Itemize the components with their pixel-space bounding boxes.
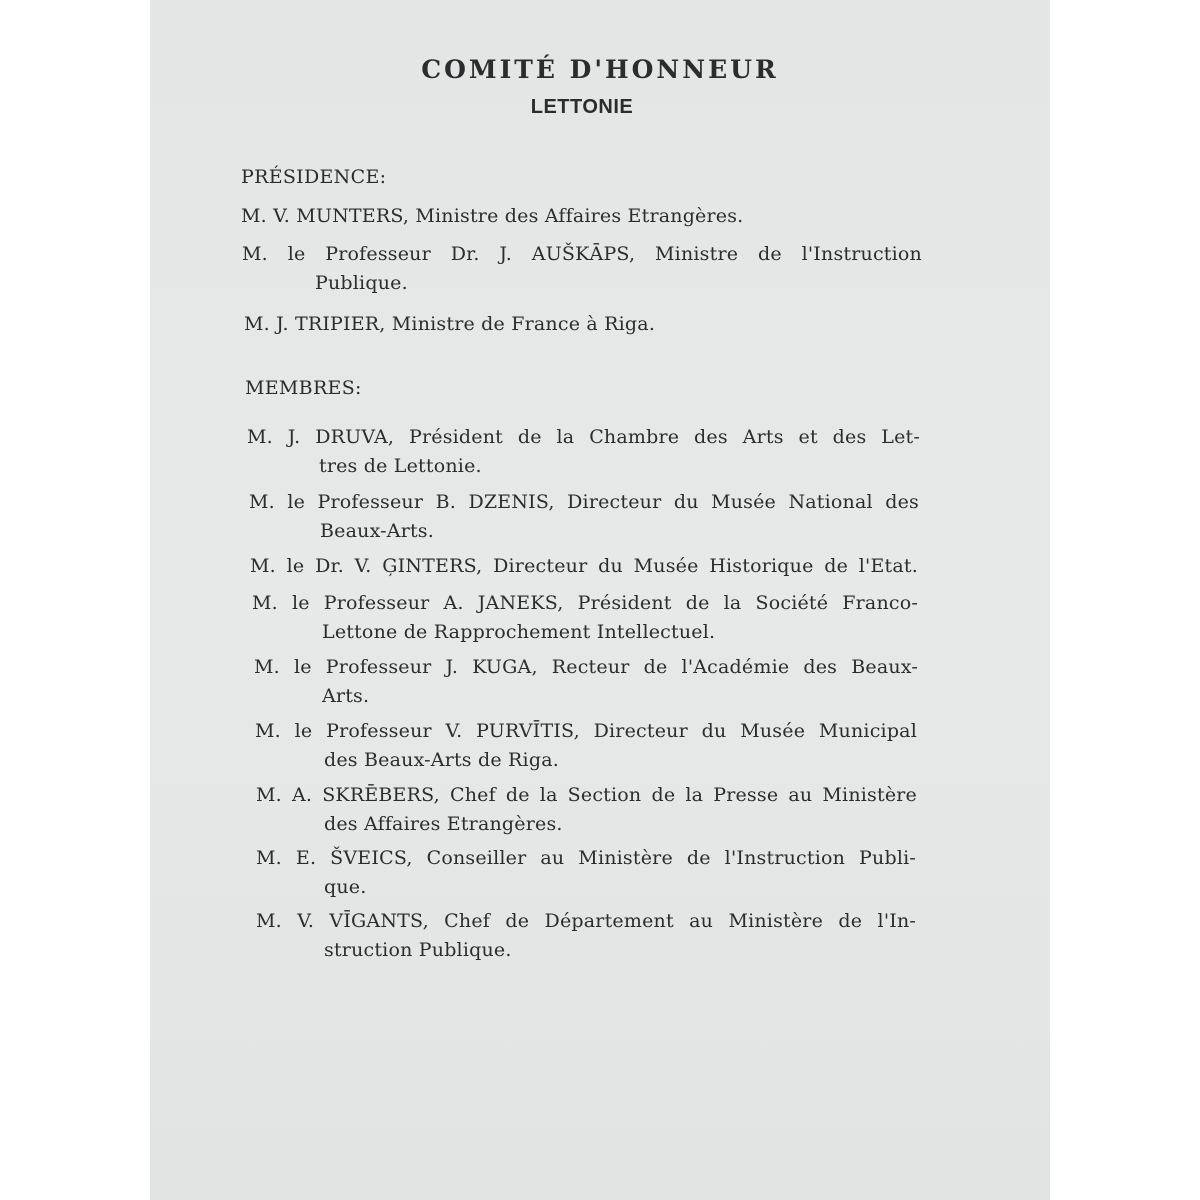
membres-entry	[249, 488, 919, 546]
presidence-heading: PRÉSIDENCE:	[241, 166, 387, 188]
entry-line: M. le Professeur J. KUGA, Recteur de l'Académie des Beaux-	[254, 656, 918, 678]
entry-line-continuation: des Affaires Etrangères.	[324, 813, 563, 835]
membres-entry	[256, 907, 916, 965]
entry-line: M. J. TRIPIER, Ministre de France à Riga.	[244, 313, 656, 335]
entry-line: M. J. DRUVA, Président de la Chambre des Arts et des Let-	[247, 426, 920, 448]
entry-line: M. le Professeur B. DZENIS, Directeur du Musée National des	[249, 491, 919, 513]
entry-line: M. E. ŠVEICS, Conseiller au Ministère de l'Instruction Publi-	[256, 847, 916, 869]
page-subtitle: LETTONIE	[530, 96, 634, 118]
entry-line-continuation: des Beaux-Arts de Riga.	[324, 749, 559, 771]
membres-entry	[254, 653, 918, 711]
entry-line: M. V. MUNTERS, Ministre des Affaires Etrangères.	[241, 205, 744, 227]
entry-line: M. A. SKRĒBERS, Chef de la Section de la Presse au Ministère	[256, 784, 917, 806]
entry-line: M. le Professeur V. PURVĪTIS, Directeur du Musée Municipal	[255, 720, 917, 742]
entry-line: M. le Professeur Dr. J. AUŠKĀPS, Ministre de l'Instruction	[242, 243, 922, 265]
membres-entry	[255, 717, 917, 775]
presidence-entry	[242, 240, 922, 298]
entry-line-continuation: Arts.	[322, 685, 370, 707]
entry-line-continuation: que.	[324, 876, 367, 898]
entry-line-continuation: Publique.	[315, 272, 408, 294]
membres-entry	[250, 552, 918, 581]
entry-line-continuation: struction Publique.	[324, 939, 512, 961]
presidence-entry	[244, 310, 924, 339]
entry-line: M. V. VĪGANTS, Chef de Département au Ministère de l'In-	[256, 910, 916, 932]
document-page	[150, 0, 1050, 1200]
presidence-entry	[241, 202, 921, 231]
entry-line-continuation: Beaux-Arts.	[320, 520, 435, 542]
membres-entry	[256, 781, 917, 839]
membres-entry	[256, 844, 916, 902]
entry-line-continuation: tres de Lettonie.	[319, 455, 482, 477]
page-title: COMITÉ D'HONNEUR	[421, 55, 779, 84]
membres-entry	[252, 589, 918, 647]
membres-entry	[247, 423, 920, 481]
entry-line-continuation: Lettone de Rapprochement Intellectuel.	[322, 621, 716, 643]
entry-line: M. le Dr. V. ĢINTERS, Directeur du Musée Historique de l'Etat.	[250, 555, 918, 577]
membres-heading: MEMBRES:	[245, 377, 362, 399]
entry-line: M. le Professeur A. JANEKS, Président de la Société Franco-	[252, 592, 918, 614]
